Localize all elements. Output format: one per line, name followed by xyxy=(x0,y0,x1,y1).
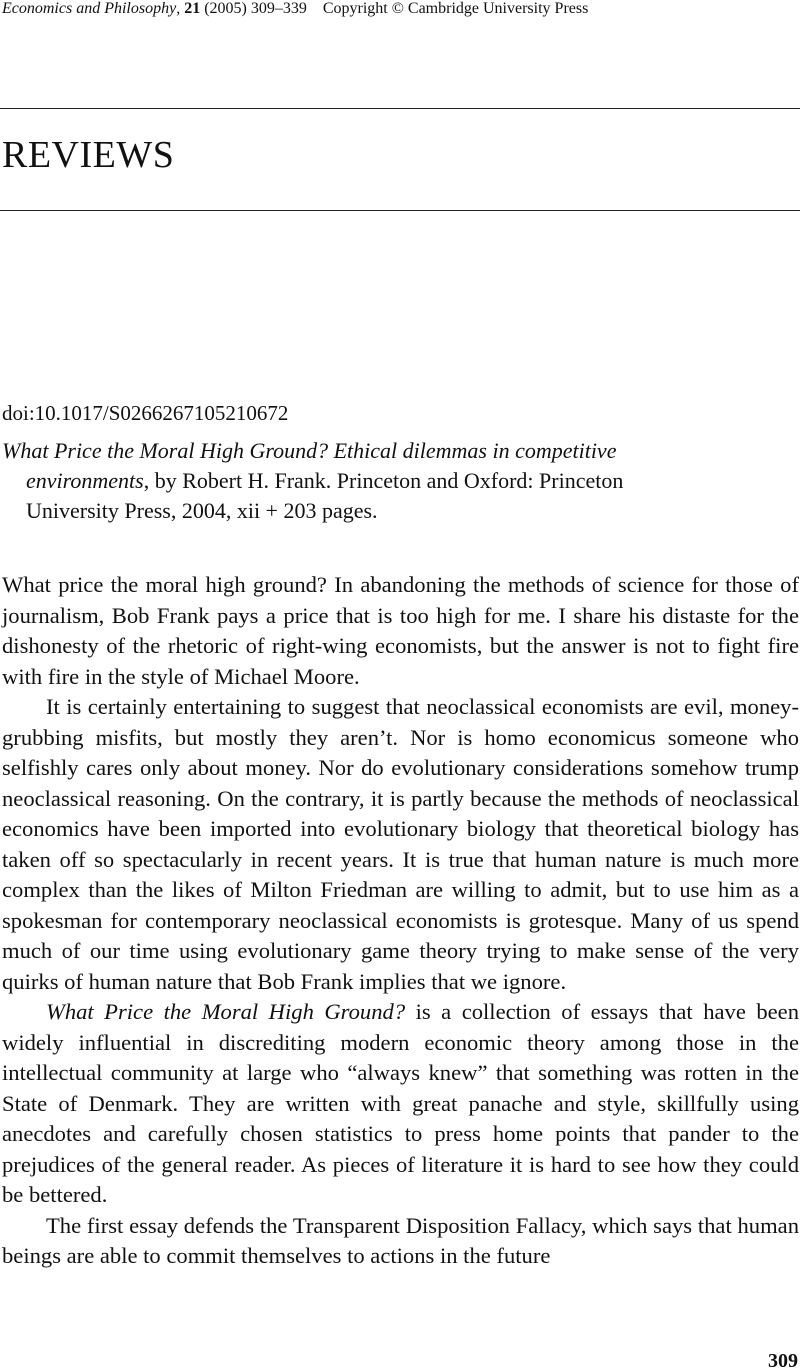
section-title: REVIEWS xyxy=(2,134,175,176)
book-details: , by Robert H. Frank. Princeton and Oxford: Princeton xyxy=(143,468,624,493)
book-citation xyxy=(2,436,799,526)
review-body xyxy=(2,570,799,1272)
page-number: 309 xyxy=(768,1350,798,1372)
paragraph-2: It is certainly entertaining to suggest that neoclassical economists are evil, money-grubbing misfits, but mostly they aren’t. Nor is homo economicus someone who selfishly cares only about money. Nor do evolutionary considerations somehow trump neoclassical reasoning. On the contrary, it is partly because the methods of neoclassical economics have been imported into evolutionary biology that theoretical biology has taken off so spectacularly in recent years. It is true that human nature is much more complex than the likes of Milton Friedman are willing to admit, but to use him as a spokesman for contemporary neoclassical economists is grotesque. Many of us spend much of our time using evolutionary game theory trying to make sense of the very quirks of human nature that Bob Frank implies that we ignore. xyxy=(2,694,799,994)
bottom-rule xyxy=(0,210,800,211)
running-header: Economics and Philosophy, 21 (2005) 309–339 Copyright © Cambridge University Press xyxy=(2,0,589,17)
book-title-cont: environments xyxy=(26,468,144,493)
journal-volume: 21 xyxy=(184,0,201,17)
paragraph-3-text: is a collection of essays that have been widely influential in discrediting modern economic theory among those in the intellectual community at large who “always knew” that something was rotten in the State of Denmark. They are written with great panache and style, skillfully using anecdotes and carefully chosen statistics to press home points that pander to the prejudices of the general reader. As pieces of literature it is hard to see how they could be bettered. xyxy=(2,999,799,1207)
book-title: What Price the Moral High Ground? Ethical dilemmas in competitive xyxy=(2,438,617,463)
paragraph-1: What price the moral high ground? In abandoning the methods of science for those of journalism, Bob Frank pays a price that is too high for me. I share his distaste for the dishonesty of the rhetoric of right-wing economists, but the answer is not to fight fire with fire in the style of Michael Moore. xyxy=(2,572,799,689)
top-rule xyxy=(0,108,800,109)
paragraph-4: The first essay defends the Transparent Disposition Fallacy, which says that human beings are able to commit themselves to actions in the future xyxy=(2,1212,799,1268)
copyright-notice: Copyright © Cambridge University Press xyxy=(322,0,589,17)
paragraph-3 xyxy=(2,997,799,1211)
journal-year-pages: (2005) 309–339 xyxy=(204,0,307,17)
journal-name: Economics and Philosophy xyxy=(2,0,177,17)
doi: doi:10.1017/S0266267105210672 xyxy=(2,401,289,425)
paragraph-3-title: What Price the Moral High Ground? xyxy=(46,999,406,1024)
book-details-cont: University Press, 2004, xii + 203 pages. xyxy=(26,498,378,523)
